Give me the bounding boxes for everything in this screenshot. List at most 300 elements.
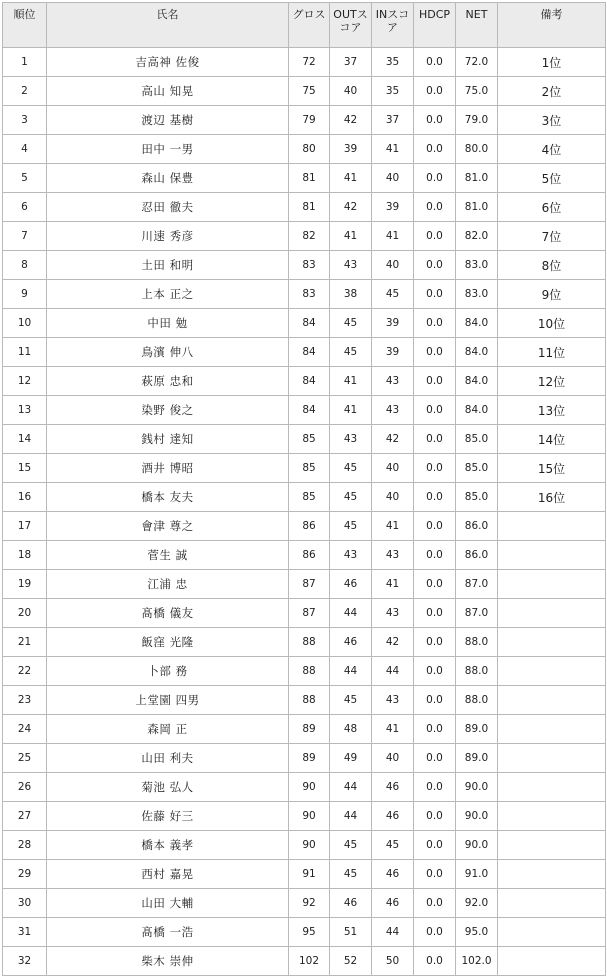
table-row xyxy=(3,164,606,193)
in-score-cell: 50 xyxy=(372,947,414,976)
hdcp-cell: 0.0 xyxy=(414,889,456,918)
hdcp-cell: 0.0 xyxy=(414,135,456,164)
out-score-cell: 40 xyxy=(330,77,372,106)
player-name-cell: 上堂園 四男 xyxy=(47,686,289,715)
in-score-cell: 43 xyxy=(372,396,414,425)
rank-cell: 26 xyxy=(3,773,47,802)
player-name-cell: 飯窪 光隆 xyxy=(47,628,289,657)
hdcp-cell: 0.0 xyxy=(414,918,456,947)
hdcp-cell: 0.0 xyxy=(414,715,456,744)
rank-cell: 4 xyxy=(3,135,47,164)
out-score-cell: 45 xyxy=(330,309,372,338)
rank-cell: 3 xyxy=(3,106,47,135)
hdcp-cell: 0.0 xyxy=(414,628,456,657)
gross-cell: 84 xyxy=(289,367,330,396)
remark-cell xyxy=(498,657,606,686)
player-name-cell: 西村 嘉晃 xyxy=(47,860,289,889)
net-cell: 85.0 xyxy=(456,454,498,483)
remark-cell: 5位 xyxy=(498,164,606,193)
out-score-cell: 46 xyxy=(330,628,372,657)
net-cell: 84.0 xyxy=(456,309,498,338)
table-row xyxy=(3,947,606,976)
remark-cell xyxy=(498,512,606,541)
in-score-cell: 41 xyxy=(372,222,414,251)
rank-cell: 28 xyxy=(3,831,47,860)
table-row xyxy=(3,889,606,918)
in-score-cell: 43 xyxy=(372,541,414,570)
remark-cell: 12位 xyxy=(498,367,606,396)
out-score-cell: 44 xyxy=(330,599,372,628)
player-name-cell: 中田 勉 xyxy=(47,309,289,338)
remark-cell xyxy=(498,773,606,802)
table-row xyxy=(3,135,606,164)
rank-cell: 31 xyxy=(3,918,47,947)
gross-cell: 88 xyxy=(289,657,330,686)
hdcp-cell: 0.0 xyxy=(414,164,456,193)
table-row xyxy=(3,570,606,599)
rank-cell: 29 xyxy=(3,860,47,889)
header-net: NET xyxy=(456,3,498,48)
net-cell: 79.0 xyxy=(456,106,498,135)
gross-cell: 89 xyxy=(289,744,330,773)
player-name-cell: 橋本 友夫 xyxy=(47,483,289,512)
rank-cell: 22 xyxy=(3,657,47,686)
hdcp-cell: 0.0 xyxy=(414,686,456,715)
rank-cell: 27 xyxy=(3,802,47,831)
hdcp-cell: 0.0 xyxy=(414,48,456,77)
header-gross: グロス xyxy=(289,3,330,48)
remark-cell: 6位 xyxy=(498,193,606,222)
player-name-cell: 川速 秀彦 xyxy=(47,222,289,251)
out-score-cell: 41 xyxy=(330,367,372,396)
remark-cell xyxy=(498,831,606,860)
in-score-cell: 45 xyxy=(372,831,414,860)
out-score-cell: 51 xyxy=(330,918,372,947)
net-cell: 75.0 xyxy=(456,77,498,106)
rank-cell: 32 xyxy=(3,947,47,976)
hdcp-cell: 0.0 xyxy=(414,309,456,338)
rank-cell: 21 xyxy=(3,628,47,657)
remark-cell: 8位 xyxy=(498,251,606,280)
out-score-cell: 42 xyxy=(330,193,372,222)
net-cell: 89.0 xyxy=(456,715,498,744)
remark-cell: 7位 xyxy=(498,222,606,251)
out-score-cell: 37 xyxy=(330,48,372,77)
net-cell: 87.0 xyxy=(456,570,498,599)
net-cell: 81.0 xyxy=(456,193,498,222)
in-score-cell: 46 xyxy=(372,889,414,918)
gross-cell: 72 xyxy=(289,48,330,77)
table-row xyxy=(3,77,606,106)
net-cell: 89.0 xyxy=(456,744,498,773)
table-row xyxy=(3,541,606,570)
net-cell: 83.0 xyxy=(456,251,498,280)
rank-cell: 17 xyxy=(3,512,47,541)
out-score-cell: 43 xyxy=(330,251,372,280)
rank-cell: 18 xyxy=(3,541,47,570)
rank-cell: 15 xyxy=(3,454,47,483)
player-name-cell: 卜部 務 xyxy=(47,657,289,686)
table-row xyxy=(3,280,606,309)
player-name-cell: 鳥濱 伸八 xyxy=(47,338,289,367)
hdcp-cell: 0.0 xyxy=(414,657,456,686)
rank-cell: 25 xyxy=(3,744,47,773)
hdcp-cell: 0.0 xyxy=(414,947,456,976)
table-row xyxy=(3,338,606,367)
table-row xyxy=(3,831,606,860)
hdcp-cell: 0.0 xyxy=(414,744,456,773)
gross-cell: 83 xyxy=(289,280,330,309)
gross-cell: 91 xyxy=(289,860,330,889)
player-name-cell: 染野 俊之 xyxy=(47,396,289,425)
gross-cell: 88 xyxy=(289,686,330,715)
results-table xyxy=(2,2,606,976)
hdcp-cell: 0.0 xyxy=(414,193,456,222)
remark-cell xyxy=(498,686,606,715)
table-row xyxy=(3,48,606,77)
gross-cell: 92 xyxy=(289,889,330,918)
header-name: 氏名 xyxy=(47,3,289,48)
player-name-cell: 銭村 達知 xyxy=(47,425,289,454)
gross-cell: 86 xyxy=(289,541,330,570)
player-name-cell: 佐藤 好三 xyxy=(47,802,289,831)
player-name-cell: 山田 大輔 xyxy=(47,889,289,918)
gross-cell: 81 xyxy=(289,164,330,193)
rank-cell: 16 xyxy=(3,483,47,512)
in-score-cell: 41 xyxy=(372,570,414,599)
player-name-cell: 柴木 崇伸 xyxy=(47,947,289,976)
in-score-cell: 41 xyxy=(372,512,414,541)
net-cell: 86.0 xyxy=(456,541,498,570)
net-cell: 86.0 xyxy=(456,512,498,541)
remark-cell: 2位 xyxy=(498,77,606,106)
net-cell: 90.0 xyxy=(456,802,498,831)
net-cell: 84.0 xyxy=(456,367,498,396)
out-score-cell: 43 xyxy=(330,425,372,454)
gross-cell: 102 xyxy=(289,947,330,976)
gross-cell: 79 xyxy=(289,106,330,135)
net-cell: 81.0 xyxy=(456,164,498,193)
rank-cell: 7 xyxy=(3,222,47,251)
table-header xyxy=(3,3,606,48)
in-score-cell: 40 xyxy=(372,454,414,483)
net-cell: 88.0 xyxy=(456,657,498,686)
table-row xyxy=(3,512,606,541)
net-cell: 83.0 xyxy=(456,280,498,309)
player-name-cell: 渡辺 基樹 xyxy=(47,106,289,135)
rank-cell: 19 xyxy=(3,570,47,599)
net-cell: 72.0 xyxy=(456,48,498,77)
header-row xyxy=(3,3,606,48)
out-score-cell: 39 xyxy=(330,135,372,164)
table-row xyxy=(3,715,606,744)
gross-cell: 84 xyxy=(289,338,330,367)
remark-cell: 15位 xyxy=(498,454,606,483)
out-score-cell: 41 xyxy=(330,222,372,251)
out-score-cell: 52 xyxy=(330,947,372,976)
net-cell: 80.0 xyxy=(456,135,498,164)
out-score-cell: 46 xyxy=(330,570,372,599)
remark-cell: 4位 xyxy=(498,135,606,164)
remark-cell xyxy=(498,570,606,599)
player-name-cell: 江浦 忠 xyxy=(47,570,289,599)
net-cell: 82.0 xyxy=(456,222,498,251)
table-row xyxy=(3,599,606,628)
out-score-cell: 45 xyxy=(330,338,372,367)
hdcp-cell: 0.0 xyxy=(414,280,456,309)
out-score-cell: 45 xyxy=(330,454,372,483)
player-name-cell: 吉高神 佐俊 xyxy=(47,48,289,77)
remark-cell xyxy=(498,744,606,773)
gross-cell: 88 xyxy=(289,628,330,657)
rank-cell: 23 xyxy=(3,686,47,715)
in-score-cell: 46 xyxy=(372,773,414,802)
gross-cell: 86 xyxy=(289,512,330,541)
out-score-cell: 46 xyxy=(330,889,372,918)
hdcp-cell: 0.0 xyxy=(414,367,456,396)
player-name-cell: 高山 知晃 xyxy=(47,77,289,106)
gross-cell: 90 xyxy=(289,831,330,860)
out-score-cell: 44 xyxy=(330,773,372,802)
net-cell: 95.0 xyxy=(456,918,498,947)
remark-cell: 14位 xyxy=(498,425,606,454)
rank-cell: 1 xyxy=(3,48,47,77)
remark-cell xyxy=(498,541,606,570)
rank-cell: 11 xyxy=(3,338,47,367)
hdcp-cell: 0.0 xyxy=(414,860,456,889)
in-score-cell: 46 xyxy=(372,860,414,889)
remark-cell xyxy=(498,947,606,976)
in-score-cell: 37 xyxy=(372,106,414,135)
net-cell: 85.0 xyxy=(456,483,498,512)
remark-cell: 3位 xyxy=(498,106,606,135)
gross-cell: 85 xyxy=(289,425,330,454)
player-name-cell: 酒井 博昭 xyxy=(47,454,289,483)
remark-cell xyxy=(498,889,606,918)
out-score-cell: 44 xyxy=(330,657,372,686)
header-hdcp: HDCP xyxy=(414,3,456,48)
net-cell: 102.0 xyxy=(456,947,498,976)
hdcp-cell: 0.0 xyxy=(414,77,456,106)
in-score-cell: 40 xyxy=(372,251,414,280)
table-row xyxy=(3,454,606,483)
gross-cell: 75 xyxy=(289,77,330,106)
table-row xyxy=(3,193,606,222)
out-score-cell: 42 xyxy=(330,106,372,135)
player-name-cell: 土田 和明 xyxy=(47,251,289,280)
gross-cell: 90 xyxy=(289,773,330,802)
out-score-cell: 41 xyxy=(330,164,372,193)
gross-cell: 87 xyxy=(289,570,330,599)
in-score-cell: 35 xyxy=(372,77,414,106)
player-name-cell: 森山 保豊 xyxy=(47,164,289,193)
remark-cell xyxy=(498,628,606,657)
out-score-cell: 49 xyxy=(330,744,372,773)
table-row xyxy=(3,918,606,947)
gross-cell: 81 xyxy=(289,193,330,222)
player-name-cell: 菅生 誠 xyxy=(47,541,289,570)
net-cell: 90.0 xyxy=(456,831,498,860)
player-name-cell: 菊池 弘人 xyxy=(47,773,289,802)
gross-cell: 80 xyxy=(289,135,330,164)
rank-cell: 2 xyxy=(3,77,47,106)
hdcp-cell: 0.0 xyxy=(414,106,456,135)
out-score-cell: 41 xyxy=(330,396,372,425)
table-row xyxy=(3,628,606,657)
player-name-cell: 髙橋 一浩 xyxy=(47,918,289,947)
rank-cell: 5 xyxy=(3,164,47,193)
rank-cell: 24 xyxy=(3,715,47,744)
rank-cell: 13 xyxy=(3,396,47,425)
table-row xyxy=(3,744,606,773)
in-score-cell: 43 xyxy=(372,686,414,715)
table-row xyxy=(3,686,606,715)
in-score-cell: 43 xyxy=(372,367,414,396)
table-body xyxy=(3,48,606,976)
out-score-cell: 45 xyxy=(330,483,372,512)
out-score-cell: 45 xyxy=(330,512,372,541)
net-cell: 92.0 xyxy=(456,889,498,918)
gross-cell: 85 xyxy=(289,454,330,483)
in-score-cell: 39 xyxy=(372,193,414,222)
remark-cell: 9位 xyxy=(498,280,606,309)
in-score-cell: 39 xyxy=(372,309,414,338)
hdcp-cell: 0.0 xyxy=(414,222,456,251)
out-score-cell: 43 xyxy=(330,541,372,570)
net-cell: 88.0 xyxy=(456,628,498,657)
hdcp-cell: 0.0 xyxy=(414,483,456,512)
rank-cell: 8 xyxy=(3,251,47,280)
player-name-cell: 上本 正之 xyxy=(47,280,289,309)
player-name-cell: 山田 利夫 xyxy=(47,744,289,773)
out-score-cell: 45 xyxy=(330,831,372,860)
out-score-cell: 45 xyxy=(330,860,372,889)
gross-cell: 89 xyxy=(289,715,330,744)
net-cell: 87.0 xyxy=(456,599,498,628)
in-score-cell: 45 xyxy=(372,280,414,309)
header-rank: 順位 xyxy=(3,3,47,48)
in-score-cell: 44 xyxy=(372,657,414,686)
table-row xyxy=(3,396,606,425)
player-name-cell: 萩原 忠和 xyxy=(47,367,289,396)
rank-cell: 10 xyxy=(3,309,47,338)
gross-cell: 90 xyxy=(289,802,330,831)
player-name-cell: 田中 一男 xyxy=(47,135,289,164)
out-score-cell: 48 xyxy=(330,715,372,744)
hdcp-cell: 0.0 xyxy=(414,425,456,454)
in-score-cell: 42 xyxy=(372,628,414,657)
gross-cell: 84 xyxy=(289,309,330,338)
hdcp-cell: 0.0 xyxy=(414,570,456,599)
gross-cell: 84 xyxy=(289,396,330,425)
gross-cell: 83 xyxy=(289,251,330,280)
remark-cell xyxy=(498,802,606,831)
table-row xyxy=(3,222,606,251)
rank-cell: 20 xyxy=(3,599,47,628)
player-name-cell: 橋本 義孝 xyxy=(47,831,289,860)
table-row xyxy=(3,251,606,280)
remark-cell: 13位 xyxy=(498,396,606,425)
hdcp-cell: 0.0 xyxy=(414,338,456,367)
net-cell: 88.0 xyxy=(456,686,498,715)
net-cell: 84.0 xyxy=(456,396,498,425)
header-in-score: INスコア xyxy=(372,3,414,48)
remark-cell xyxy=(498,715,606,744)
net-cell: 85.0 xyxy=(456,425,498,454)
out-score-cell: 45 xyxy=(330,686,372,715)
table-row xyxy=(3,802,606,831)
rank-cell: 12 xyxy=(3,367,47,396)
rank-cell: 6 xyxy=(3,193,47,222)
hdcp-cell: 0.0 xyxy=(414,396,456,425)
hdcp-cell: 0.0 xyxy=(414,541,456,570)
table-row xyxy=(3,367,606,396)
remark-cell: 1位 xyxy=(498,48,606,77)
in-score-cell: 40 xyxy=(372,164,414,193)
rank-cell: 9 xyxy=(3,280,47,309)
table-row xyxy=(3,773,606,802)
player-name-cell: 髙橋 儀友 xyxy=(47,599,289,628)
player-name-cell: 忍田 徹夫 xyxy=(47,193,289,222)
net-cell: 90.0 xyxy=(456,773,498,802)
hdcp-cell: 0.0 xyxy=(414,512,456,541)
gross-cell: 82 xyxy=(289,222,330,251)
out-score-cell: 44 xyxy=(330,802,372,831)
remark-cell xyxy=(498,918,606,947)
player-name-cell: 森岡 正 xyxy=(47,715,289,744)
player-name-cell: 會津 尊之 xyxy=(47,512,289,541)
in-score-cell: 46 xyxy=(372,802,414,831)
in-score-cell: 44 xyxy=(372,918,414,947)
remark-cell xyxy=(498,599,606,628)
header-remark: 備考 xyxy=(498,3,606,48)
table-row xyxy=(3,860,606,889)
remark-cell: 10位 xyxy=(498,309,606,338)
gross-cell: 87 xyxy=(289,599,330,628)
rank-cell: 30 xyxy=(3,889,47,918)
net-cell: 84.0 xyxy=(456,338,498,367)
table-row xyxy=(3,657,606,686)
in-score-cell: 42 xyxy=(372,425,414,454)
hdcp-cell: 0.0 xyxy=(414,802,456,831)
remark-cell: 16位 xyxy=(498,483,606,512)
net-cell: 91.0 xyxy=(456,860,498,889)
remark-cell: 11位 xyxy=(498,338,606,367)
in-score-cell: 40 xyxy=(372,483,414,512)
hdcp-cell: 0.0 xyxy=(414,773,456,802)
table-row xyxy=(3,425,606,454)
in-score-cell: 41 xyxy=(372,135,414,164)
in-score-cell: 40 xyxy=(372,744,414,773)
table-row xyxy=(3,483,606,512)
hdcp-cell: 0.0 xyxy=(414,831,456,860)
remark-cell xyxy=(498,860,606,889)
hdcp-cell: 0.0 xyxy=(414,251,456,280)
gross-cell: 85 xyxy=(289,483,330,512)
hdcp-cell: 0.0 xyxy=(414,454,456,483)
hdcp-cell: 0.0 xyxy=(414,599,456,628)
in-score-cell: 39 xyxy=(372,338,414,367)
header-out-score: OUTスコア xyxy=(330,3,372,48)
rank-cell: 14 xyxy=(3,425,47,454)
table-row xyxy=(3,309,606,338)
out-score-cell: 38 xyxy=(330,280,372,309)
in-score-cell: 41 xyxy=(372,715,414,744)
gross-cell: 95 xyxy=(289,918,330,947)
table-row xyxy=(3,106,606,135)
in-score-cell: 43 xyxy=(372,599,414,628)
in-score-cell: 35 xyxy=(372,48,414,77)
